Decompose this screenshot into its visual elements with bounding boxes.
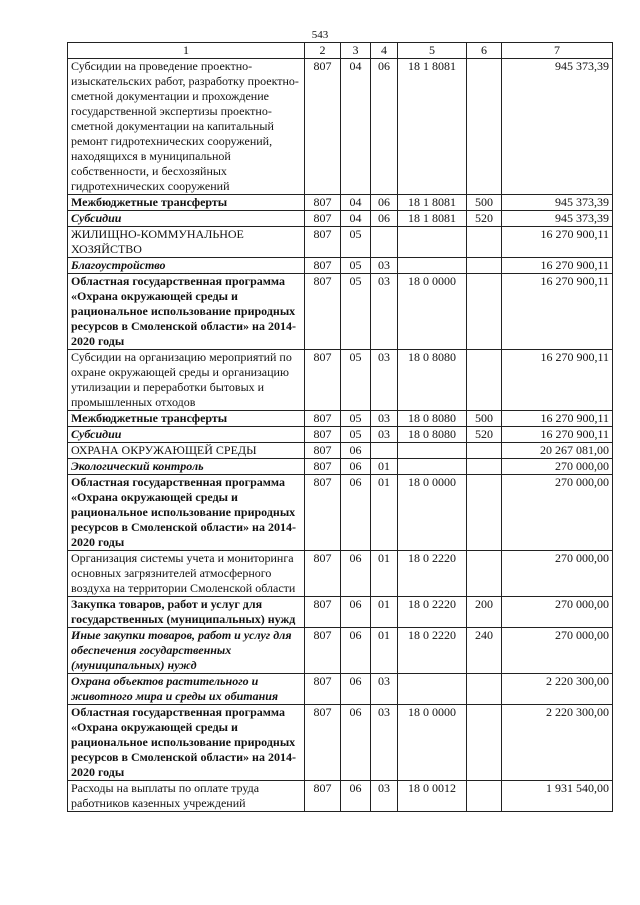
- cell-admin-code: 807: [305, 597, 341, 628]
- cell-expense-type: 500: [467, 195, 502, 211]
- table-row: [68, 551, 613, 597]
- cell-name: Субсидии: [68, 427, 305, 443]
- cell-admin-code: 807: [305, 705, 341, 781]
- cell-amount: 270 000,00: [502, 628, 613, 674]
- cell-admin-code: 807: [305, 195, 341, 211]
- cell-section: 06: [341, 443, 371, 459]
- cell-admin-code: 807: [305, 475, 341, 551]
- table-row: [68, 411, 613, 427]
- cell-target-article: [398, 459, 467, 475]
- cell-name: Межбюджетные трансферты: [68, 195, 305, 211]
- cell-expense-type: [467, 350, 502, 411]
- cell-name: Иные закупки товаров, работ и услуг для обеспечения государственных (муниципальных) нужд: [68, 628, 305, 674]
- table-row: [68, 459, 613, 475]
- cell-subsection: 03: [371, 274, 398, 350]
- cell-admin-code: 807: [305, 427, 341, 443]
- cell-amount: 2 220 300,00: [502, 674, 613, 705]
- cell-expense-type: [467, 274, 502, 350]
- table-row: [68, 781, 613, 812]
- column-header: 3: [341, 43, 371, 59]
- table-row: [68, 227, 613, 258]
- cell-section: 05: [341, 227, 371, 258]
- cell-amount: 270 000,00: [502, 475, 613, 551]
- cell-section: 05: [341, 258, 371, 274]
- table-row: [68, 597, 613, 628]
- cell-admin-code: 807: [305, 411, 341, 427]
- column-header: 2: [305, 43, 341, 59]
- cell-subsection: 03: [371, 427, 398, 443]
- header-row: [68, 43, 613, 59]
- cell-subsection: 03: [371, 705, 398, 781]
- cell-amount: 270 000,00: [502, 551, 613, 597]
- cell-subsection: 06: [371, 59, 398, 195]
- cell-expense-type: 520: [467, 427, 502, 443]
- cell-section: 06: [341, 781, 371, 812]
- cell-subsection: 03: [371, 674, 398, 705]
- cell-section: 05: [341, 350, 371, 411]
- cell-section: 05: [341, 411, 371, 427]
- cell-subsection: 06: [371, 195, 398, 211]
- cell-name: ОХРАНА ОКРУЖАЮЩЕЙ СРЕДЫ: [68, 443, 305, 459]
- cell-amount: 945 373,39: [502, 211, 613, 227]
- cell-subsection: 01: [371, 628, 398, 674]
- cell-name: Охрана объектов растительного и животного мира и среды их обитания: [68, 674, 305, 705]
- cell-amount: 16 270 900,11: [502, 350, 613, 411]
- cell-amount: 2 220 300,00: [502, 705, 613, 781]
- cell-target-article: 18 0 8080: [398, 427, 467, 443]
- table-row: [68, 350, 613, 411]
- cell-expense-type: [467, 475, 502, 551]
- cell-subsection: 03: [371, 258, 398, 274]
- cell-amount: 945 373,39: [502, 195, 613, 211]
- table-row: [68, 258, 613, 274]
- table-row: [68, 211, 613, 227]
- cell-expense-type: [467, 551, 502, 597]
- cell-target-article: 18 0 2220: [398, 628, 467, 674]
- cell-name: Субсидии на организацию мероприятий по охране окружающей среды и организацию утилизации и переработки бытовых и промышленных отходов: [68, 350, 305, 411]
- cell-section: 06: [341, 674, 371, 705]
- cell-subsection: 03: [371, 350, 398, 411]
- table-row: [68, 195, 613, 211]
- cell-name: Областная государственная программа «Охрана окружающей среды и рациональное использование природных ресурсов в Смоленской области» на 2014-2020 годы: [68, 475, 305, 551]
- cell-name: Организация системы учета и мониторинга основных загрязнителей атмосферного воздуха на территории Смоленской области: [68, 551, 305, 597]
- cell-admin-code: 807: [305, 459, 341, 475]
- cell-admin-code: 807: [305, 227, 341, 258]
- cell-subsection: 01: [371, 459, 398, 475]
- cell-admin-code: 807: [305, 628, 341, 674]
- cell-target-article: [398, 674, 467, 705]
- cell-section: 06: [341, 628, 371, 674]
- cell-target-article: [398, 258, 467, 274]
- cell-admin-code: 807: [305, 674, 341, 705]
- cell-expense-type: [467, 227, 502, 258]
- cell-section: 05: [341, 274, 371, 350]
- cell-subsection: [371, 227, 398, 258]
- cell-amount: 16 270 900,11: [502, 258, 613, 274]
- table-row: [68, 59, 613, 195]
- cell-subsection: 03: [371, 411, 398, 427]
- cell-name: ЖИЛИЩНО-КОММУНАЛЬНОЕ ХОЗЯЙСТВО: [68, 227, 305, 258]
- column-header: 5: [398, 43, 467, 59]
- cell-name: Благоустройство: [68, 258, 305, 274]
- table-body: [68, 59, 613, 812]
- cell-target-article: 18 0 0000: [398, 475, 467, 551]
- cell-target-article: 18 0 0000: [398, 705, 467, 781]
- cell-admin-code: 807: [305, 258, 341, 274]
- cell-name: Областная государственная программа «Охрана окружающей среды и рациональное использование природных ресурсов в Смоленской области» на 2014-2020 годы: [68, 705, 305, 781]
- cell-subsection: 01: [371, 551, 398, 597]
- cell-amount: 945 373,39: [502, 59, 613, 195]
- cell-expense-type: 240: [467, 628, 502, 674]
- cell-name: Закупка товаров, работ и услуг для государственных (муниципальных) нужд: [68, 597, 305, 628]
- table-row: [68, 628, 613, 674]
- cell-amount: 16 270 900,11: [502, 427, 613, 443]
- page-number: 543: [311, 29, 329, 41]
- cell-subsection: [371, 443, 398, 459]
- table-row: [68, 427, 613, 443]
- cell-name: Расходы на выплаты по оплате труда работников казенных учреждений: [68, 781, 305, 812]
- cell-amount: 16 270 900,11: [502, 411, 613, 427]
- cell-target-article: 18 0 0012: [398, 781, 467, 812]
- cell-section: 04: [341, 59, 371, 195]
- cell-target-article: 18 0 8080: [398, 411, 467, 427]
- cell-amount: 1 931 540,00: [502, 781, 613, 812]
- column-header: 6: [467, 43, 502, 59]
- cell-subsection: 03: [371, 781, 398, 812]
- cell-section: 06: [341, 475, 371, 551]
- cell-name: Межбюджетные трансферты: [68, 411, 305, 427]
- cell-target-article: 18 0 0000: [398, 274, 467, 350]
- table-row: [68, 674, 613, 705]
- cell-section: 06: [341, 459, 371, 475]
- cell-expense-type: 500: [467, 411, 502, 427]
- cell-name: Субсидии на проведение проектно-изыскательских работ, разработку проектно-сметной документации и прохождение государственной экспертизы проектно-сметной документации на капитальный ремонт гидротехнических сооружений, находящихся в муниципальной собственности, и бесхозяйных гидротехнических сооружений: [68, 59, 305, 195]
- cell-name: Экологический контроль: [68, 459, 305, 475]
- cell-admin-code: 807: [305, 551, 341, 597]
- cell-expense-type: [467, 443, 502, 459]
- cell-expense-type: [467, 781, 502, 812]
- cell-amount: 16 270 900,11: [502, 274, 613, 350]
- cell-subsection: 01: [371, 597, 398, 628]
- cell-target-article: 18 0 8080: [398, 350, 467, 411]
- cell-expense-type: [467, 459, 502, 475]
- cell-admin-code: 807: [305, 59, 341, 195]
- cell-expense-type: [467, 258, 502, 274]
- cell-subsection: 06: [371, 211, 398, 227]
- cell-section: 04: [341, 211, 371, 227]
- cell-section: 05: [341, 427, 371, 443]
- cell-section: 06: [341, 551, 371, 597]
- cell-expense-type: 200: [467, 597, 502, 628]
- cell-section: 04: [341, 195, 371, 211]
- cell-target-article: 18 1 8081: [398, 211, 467, 227]
- cell-amount: 270 000,00: [502, 459, 613, 475]
- budget-table: [67, 42, 613, 812]
- table-row: [68, 443, 613, 459]
- cell-expense-type: 520: [467, 211, 502, 227]
- cell-admin-code: 807: [305, 211, 341, 227]
- column-header: 4: [371, 43, 398, 59]
- column-header: 1: [68, 43, 305, 59]
- cell-expense-type: [467, 59, 502, 195]
- cell-target-article: [398, 227, 467, 258]
- cell-target-article: 18 1 8081: [398, 59, 467, 195]
- cell-target-article: 18 0 2220: [398, 597, 467, 628]
- cell-expense-type: [467, 674, 502, 705]
- table-row: [68, 475, 613, 551]
- column-header: 7: [502, 43, 613, 59]
- cell-name: Областная государственная программа «Охрана окружающей среды и рациональное использование природных ресурсов в Смоленской области» на 2014-2020 годы: [68, 274, 305, 350]
- cell-section: 06: [341, 597, 371, 628]
- cell-name: Субсидии: [68, 211, 305, 227]
- cell-admin-code: 807: [305, 350, 341, 411]
- table-row: [68, 705, 613, 781]
- cell-target-article: 18 0 2220: [398, 551, 467, 597]
- cell-admin-code: 807: [305, 781, 341, 812]
- cell-amount: 16 270 900,11: [502, 227, 613, 258]
- cell-admin-code: 807: [305, 274, 341, 350]
- cell-amount: 270 000,00: [502, 597, 613, 628]
- cell-section: 06: [341, 705, 371, 781]
- cell-expense-type: [467, 705, 502, 781]
- cell-target-article: 18 1 8081: [398, 195, 467, 211]
- cell-subsection: 01: [371, 475, 398, 551]
- table-row: [68, 274, 613, 350]
- cell-admin-code: 807: [305, 443, 341, 459]
- cell-amount: 20 267 081,00: [502, 443, 613, 459]
- cell-target-article: [398, 443, 467, 459]
